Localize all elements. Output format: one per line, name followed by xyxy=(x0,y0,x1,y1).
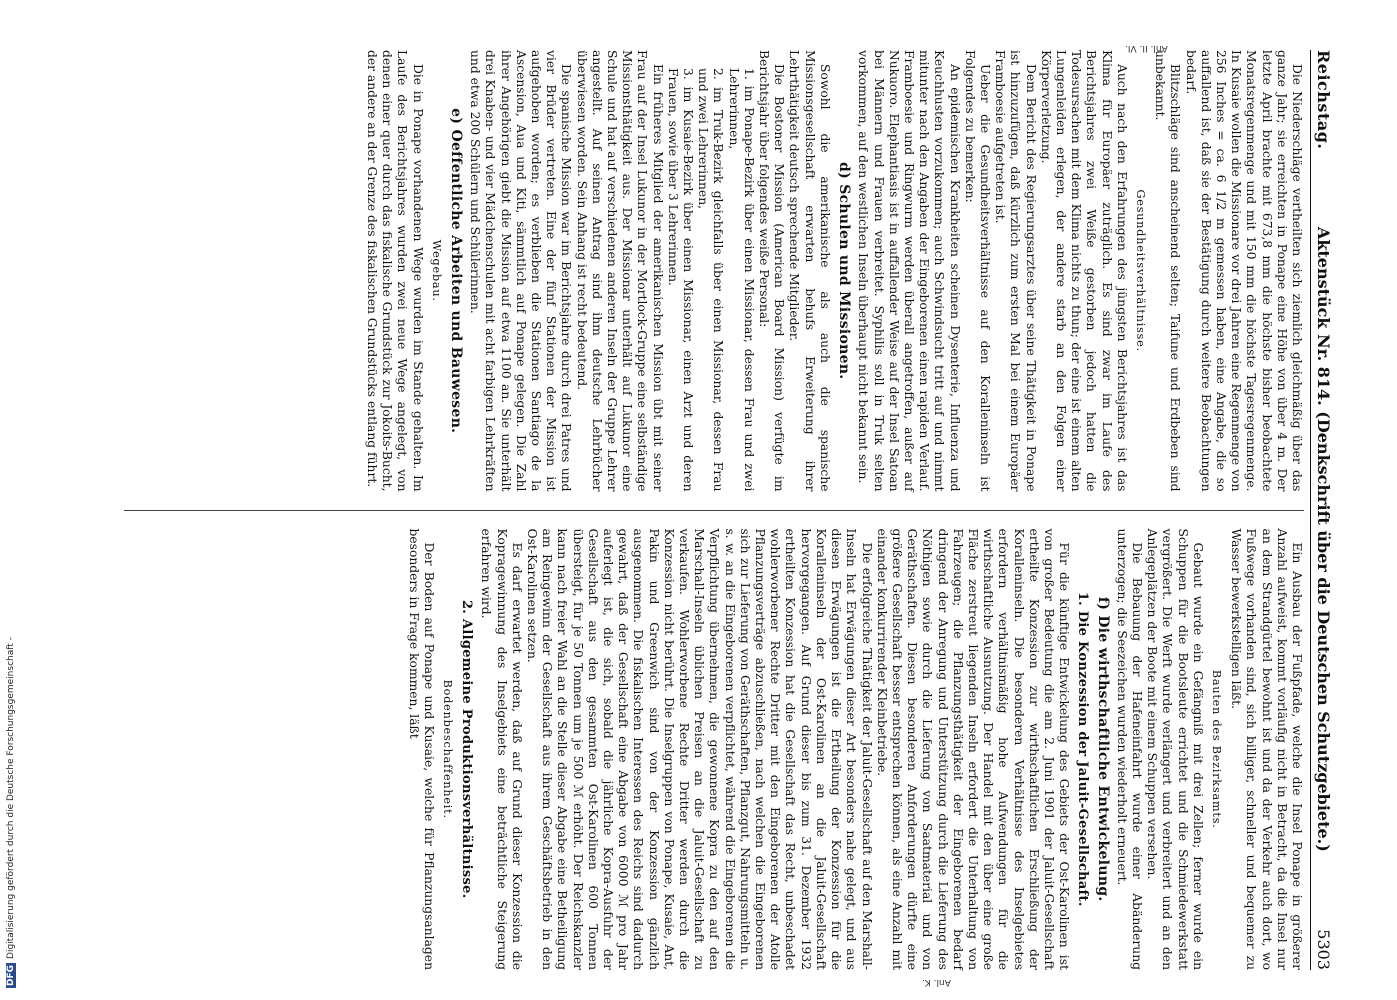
paragraph: Auch nach den Erfahrungen des jüngsten Berichtsjahres ist das Klima für Europäer zuträglich. Es sind zwar im Laufe des Berichtsjahres zwei Weiße gestorben jedoch hatten die Todesursachen mit dem Klima nichts zu thun; der eine ist einem alten Lungenleiden erlegen, der andere starb an den Folgen einer Körperverletzung. xyxy=(1038,50,1129,492)
paragraph: Ein Ausbau der Fußpfade, welche die Insel Ponape in größerer Anzahl aufweist, kommt vorläufig nicht in Betracht, da die Insel nur an dem Strandgürtel bewohnt ist und da der Verkehr auch dort, wo Fußwege vorhanden sind, sich billiger, schneller und bequemer zu Wasser bewerkstelligen läßt. xyxy=(1229,528,1304,970)
paragraph: Ueber die Gesundheitsverhältnisse auf den Koralleninseln ist Folgendes zu bemerken: xyxy=(962,50,992,492)
paragraph: Es darf erwartet werden, daß auf Grund dieser Konzession die Kopragewinnung des Inselgebiets eine beträchtliche Steigerung erfahren wird. xyxy=(479,528,524,970)
paragraph: Die Niederschläge vertheilten sich ziemlich gleichmäßig über das ganze Jahr; sie erreichten in Ponape eine Höhe von über 4 m. Der letzte April brachte mit 673,8 mm die höchste bisher beobachtete Monatsregenmenge und mit 150 mm die höchste Tagesregenmenge. In Kusaie wollen die Missionare vor drei Jahren eine Regenmenge von 256 Inches = ca. 6 1/2 m gemessen haben, eine Angabe, die so auffallend ist, daß sie der Bestätigung durch weitere Beobachtungen bedarf. xyxy=(1183,50,1304,492)
credit-text: Digitalisierung gefördert durch die Deutsche Forschungsgemeinschaft - xyxy=(6,637,16,959)
paragraph: Ein früheres Mitglied der amerikanischen Mission übt mit seiner Frau auf der Insel Lukunor in der Mortlock-Gruppe eine selbständige Missionsthätigkeit aus. Der Missionar unterhält auf Lukunor eine Schule und hat auf verschiedenen anderen Inseln der Gruppe Lehrer angestellt. Auf seinen Antrag sind ihm deutsche Lehrbücher überwiesen worden. Sein Anhang ist recht bedeutend. xyxy=(574,50,665,492)
margin-note-left: Anl. II. VI. xyxy=(1125,43,1168,53)
section-heading: d) Schulen und Missionen. xyxy=(836,162,853,380)
list-item: 3. im Kusaie-Bezirk über einen Missionar, einen Arzt und deren Frauen, sowie über 3 Lehrerinnen. xyxy=(665,68,696,492)
margin-note-right: Anl. K. xyxy=(921,977,951,988)
digitization-credit xyxy=(6,8,16,988)
subheading: Wegebau. xyxy=(429,239,443,302)
paragraph: Die Bostoner Mission (American Board Mission) verfügte im Berichtsjahr über folgendes weiße Personal: xyxy=(757,50,787,492)
header-title: Aktenstück Nr. 814. (Denkschrift über die Deutschen Schutzgebiete.) xyxy=(1314,226,1333,852)
paragraph: Der Boden auf Ponape und Kusaie, welche für Pflanzungsanlagen besonders in Frage kommen, läßt xyxy=(406,528,436,970)
paragraph: Blitzschläge sind anscheinend selten; Taifune und Erdbeben sind unbekannt. xyxy=(1153,50,1183,492)
column-right xyxy=(124,528,1304,988)
paragraph: An epidemischen Krankheiten scheinen Dysenterie, Influenza und Keuchhusten vorzukommen; auch Schwindsucht tritt auf und nimmt mitunter nach den Angaben der Eingeborenen einen rapiden Verlauf. Framboesie und Ringwurm werden überall angetroffen, außer auf Nukuoro. Elephantiasis ist in auffallender Weise auf der Insel Satoan bei Männern und Frauen verbreitet. Syphilis soll in Truk selten vorkommen, auf den westlichen Inseln überhaupt nicht bekannt sein. xyxy=(856,50,962,492)
personnel-list xyxy=(665,50,756,492)
dfg-logo: DFG xyxy=(6,964,16,986)
paragraph: Sowohl die amerikanische als auch die spanische Missionsgesellschaft erwarten behufs Erweiterung ihrer Lehrthätigkeit deutsch sprechende Mitglieder. xyxy=(787,50,832,492)
scanned-page xyxy=(104,40,1339,988)
page-number: 5303 xyxy=(1314,929,1333,970)
paragraph: Die spanische Mission war im Berichtsjahre durch drei Patres und vier Brüder vertreten. Eine der fünf Stationen der Mission ist aufgehoben worden; es verblieben die Stationen Santiago de la Ascension, Aua und Kiti, sämmtlich auf Ponape gelegen. Die Zahl ihrer Angehörigen giebt die Mission auf etwa 1100 an. Sie unterhält drei Knaben- und vier Mädchenschulen mit acht farbigen Lehrkräften und etwa 200 Schülern und Schülerinnen. xyxy=(468,50,574,492)
page-header xyxy=(1310,50,1333,970)
paragraph: Für die künftige Entwickelung des Gebiets der Ost-Karolinen ist von großer Bedeutung die am 2. Juni 1901 der Jaluit-Gesellschaft ertheilte Konzession zur wirthschaftlichen Erschließung der Koralleninseln. Die besonderen Verhältnisse des Inselgebietes erfordern verhältnismäßig hohe Aufwendungen für die wirthschaftliche Ausnutzung. Der Handel mit den über eine große Fläche zerstreut liegenden Inseln erfordert die Unterhaltung von Fahrzeugen; die Pflanzungsthätigkeit der Eingeborenen bedarf dringend der Anregung und Unterstützung durch die Lieferung des Nöthigen sowie durch die Lieferung von Saatmaterial und von Geräthschaften. Diesen besonderen Anforderungen dürfte eine größere Gesellschaft besser entsprechen können, als eine Anzahl mit einander konkurrirender Kleinbetriebe. xyxy=(874,528,1072,970)
list-item: 1. im Ponape-Bezirk über einen Missionar, dessen Frau und zwei Lehrerinnen, xyxy=(726,68,756,492)
paragraph: Gebaut wurde ein Gefängniß mit drei Zellen; ferner wurde ein Schuppen für die Bootsleute errichtet und die Schmiedewerkstatt vergrößert. Die Werft wurde verlängert und verbreitert und an den Anlegeplätzen der Boote mit einem Schuppen versehen. xyxy=(1145,528,1205,970)
subheading: Bodenbeschaffenheit. xyxy=(441,679,455,819)
paragraph: Dem Bericht des Regierungsarztes über seine Thätigkeit in Ponape ist hinzuzufügen, daß kürzlich zum ersten Mal bei einem Europäer Framboesie aufgetreten ist. xyxy=(993,50,1038,492)
section-heading: e) Oeffentliche Arbeiten und Bauwesen. xyxy=(448,108,465,434)
section-subheading: 2. Allgemeine Produktionsverhältnisse. xyxy=(459,599,475,899)
paragraph: Die Bebauung der Hafeneinfahrt wurde einer Abänderung unterzogen; die Seezeichen wurden wiederholt erneuert. xyxy=(1114,528,1144,970)
section-subheading: 1. Die Konzession der Jaluit-Gesellschaft. xyxy=(1075,591,1091,907)
column-divider xyxy=(124,510,1304,511)
subheading: Bauten des Bezirksamts. xyxy=(1209,669,1223,829)
text-columns xyxy=(124,43,1304,988)
section-heading: f) Die wirthschaftliche Entwickelung. xyxy=(1094,596,1111,902)
list-item: 2. im Truk-Bezirk gleichfalls über einen Missionar, dessen Frau und zwei Lehrerinnen, xyxy=(696,68,726,492)
paragraph: Die erfolgreiche Thätigkeit der Jaluit-Gesellschaft auf den Marshall-Inseln hat Erwägungen dieser Art besonders nahe gelegt, und aus diesen Erwägungen ist die Ertheilung der Konzession für die Koralleninseln der Ost-Karolinen an die Jaluit-Gesellschaft hervorgegangen. Auf Grund dieser bis zum 31. Dezember 1932 ertheilten Konzession hat die Gesellschaft das Recht, unbeschadet wohlerworbener Rechte Dritter mit den Eingeborenen der Atolle Pflanzungsverträge abzuschließen, nach welchen die Eingeborenen sich zur Lieferung von Geräthschaften, Pflanzgut, Nahrungsmitteln u. s. w. an die Eingeborenen verpflichtet, während die Eingeborenen die Verpflichtung übernehmen, die gewonnene Kopra zu den auf den Marschall-Inseln üblichen Preisen an die Jaluit-Gesellschaft zu verkaufen. Wohlerworbene Rechte Dritter werden durch die Konzession nicht berührt. Die Inselgruppen von Ponape, Kusaie, Ant, Pakin und Greenwich sind von der Konzession gänzlich ausgenommen. Die fiskalischen Interessen des Reichs sind dadurch gewahrt, daß der Gesellschaft eine Abgabe von 6000 ℳ pro Jahr auferlegt ist, die sich, sobald die jährliche Kopra-Ausfuhr der Gesellschaft aus den gesammten Ost-Karolinen 600 Tonnen übersteigt, für je 50 Tonnen um je 500 ℳ erhöht. Der Reichskanzler kann nach freier Wahl an die Stelle dieser Abgabe eine Betheiligung am Reingewinn der Gesellschaft aus ihrem Geschäftsbetrieb in den Ost-Karolinen setzen. xyxy=(525,528,874,970)
column-left xyxy=(124,43,1304,492)
paragraph: Die in Ponape vorhandenen Wege wurden im Stande gehalten. Im Laufe des Berichtsjahres wurden zwei neue Wege angelegt, von denen einer quer durch das fiskalische Grundstück zur Jokoits-Bucht, der andere an der Grenze des fiskalischen Grundstücks entlang führt. xyxy=(365,50,425,492)
subheading: Gesundheitsverhältnisse. xyxy=(1133,189,1147,352)
header-left: Reichstag. xyxy=(1314,50,1333,150)
